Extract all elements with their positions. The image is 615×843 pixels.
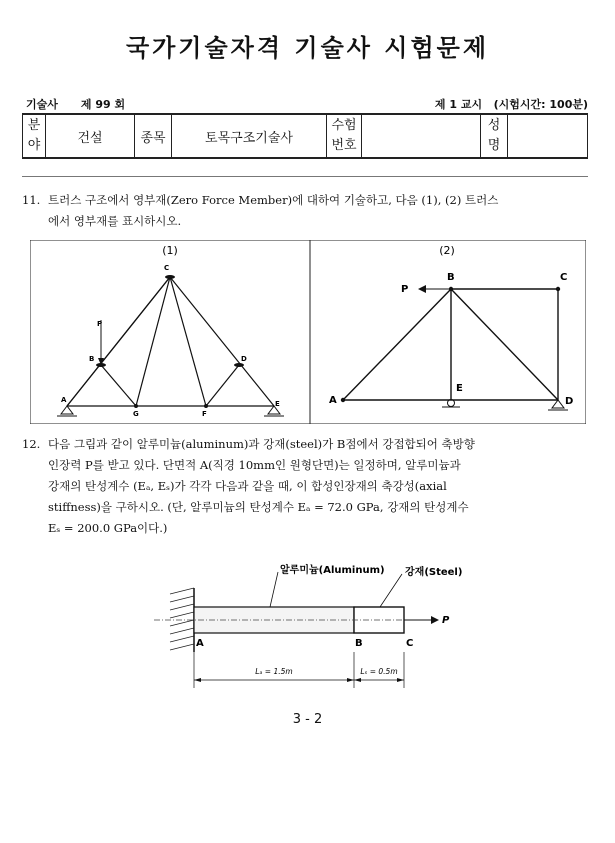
node-g: G <box>133 410 139 418</box>
name-field[interactable] <box>508 114 588 158</box>
item-value: 토목구조기술사 <box>172 114 327 158</box>
length-steel: Lₛ = 0.5m <box>360 667 398 676</box>
steel-label: 강재(Steel) <box>405 567 463 578</box>
name-label: 성 명 <box>481 114 508 158</box>
fig2-label: (2) <box>439 244 455 257</box>
truss-figures <box>30 240 586 424</box>
divider <box>22 176 588 177</box>
field-value: 건설 <box>46 114 135 158</box>
load-p: P <box>442 615 450 626</box>
node-b: B <box>89 355 95 363</box>
exam-info-table <box>22 113 588 159</box>
exam-name: 기술사 제 99 회 <box>26 98 126 111</box>
point-c: C <box>406 638 414 649</box>
exam-no-label: 수험 번호 <box>327 114 362 158</box>
page-number: 3 - 2 <box>292 712 323 727</box>
question-line: 에서 영부재를 표시하시오. <box>48 214 182 228</box>
fig2-load: P <box>401 284 409 295</box>
exam-no-field[interactable] <box>362 114 481 158</box>
aluminum-label: 알루미늄(Aluminum) <box>280 565 385 576</box>
exam-title: 국가기술자격 기술사 시험문제 <box>125 34 490 62</box>
question-line: Eₛ = 200.0 GPa이다.) <box>48 521 168 535</box>
fig1-label: (1) <box>162 244 178 257</box>
node-a: A <box>329 395 337 406</box>
question-line: 다음 그림과 같이 알루미늄(aluminum)과 강재(steel)가 B점에서 강접합되어 축방향 <box>48 437 475 451</box>
question-number: 12. <box>22 437 41 451</box>
node-e: E <box>275 400 280 408</box>
truss-1 <box>57 244 284 418</box>
question-line: 인장력 P를 받고 있다. 단면적 A(직경 10mm인 원형단면)는 일정하며, 알루미늄과 <box>48 458 461 472</box>
node-f: F <box>202 410 207 418</box>
node-c: C <box>164 264 170 272</box>
question-12 <box>22 434 588 539</box>
question-line: stiffness)을 구하시오. (단, 알루미늄의 탄성계수 Eₐ = 72.0 GPa, 강재의 탄성계수 <box>48 500 469 514</box>
node-c: C <box>560 272 568 283</box>
point-b: B <box>355 638 363 649</box>
field-label: 분 야 <box>23 114 46 158</box>
node-b: B <box>447 272 455 283</box>
node-d: D <box>565 396 574 407</box>
truss-2 <box>329 244 573 410</box>
question-line: 트러스 구조에서 영부재(Zero Force Member)에 대하여 기술하고, 다음 (1), (2) 트러스 <box>48 193 499 207</box>
composite-bar-figure <box>150 560 470 695</box>
item-label: 종목 <box>135 114 172 158</box>
question-line: 강재의 탄성계수 (Eₐ, Eₛ)가 각각 다음과 같을 때, 이 합성인장재의 축강성(axial <box>48 479 447 493</box>
question-11 <box>22 190 588 232</box>
node-d: D <box>241 355 247 363</box>
node-e: E <box>456 383 463 394</box>
exam-session: 제 1 교시 (시험시간: 100분) <box>434 98 588 111</box>
question-number: 11. <box>22 193 41 207</box>
node-a: A <box>61 396 67 404</box>
length-aluminum: Lₐ = 1.5m <box>255 667 293 676</box>
fig1-load: P <box>97 320 103 328</box>
point-a: A <box>196 638 204 649</box>
